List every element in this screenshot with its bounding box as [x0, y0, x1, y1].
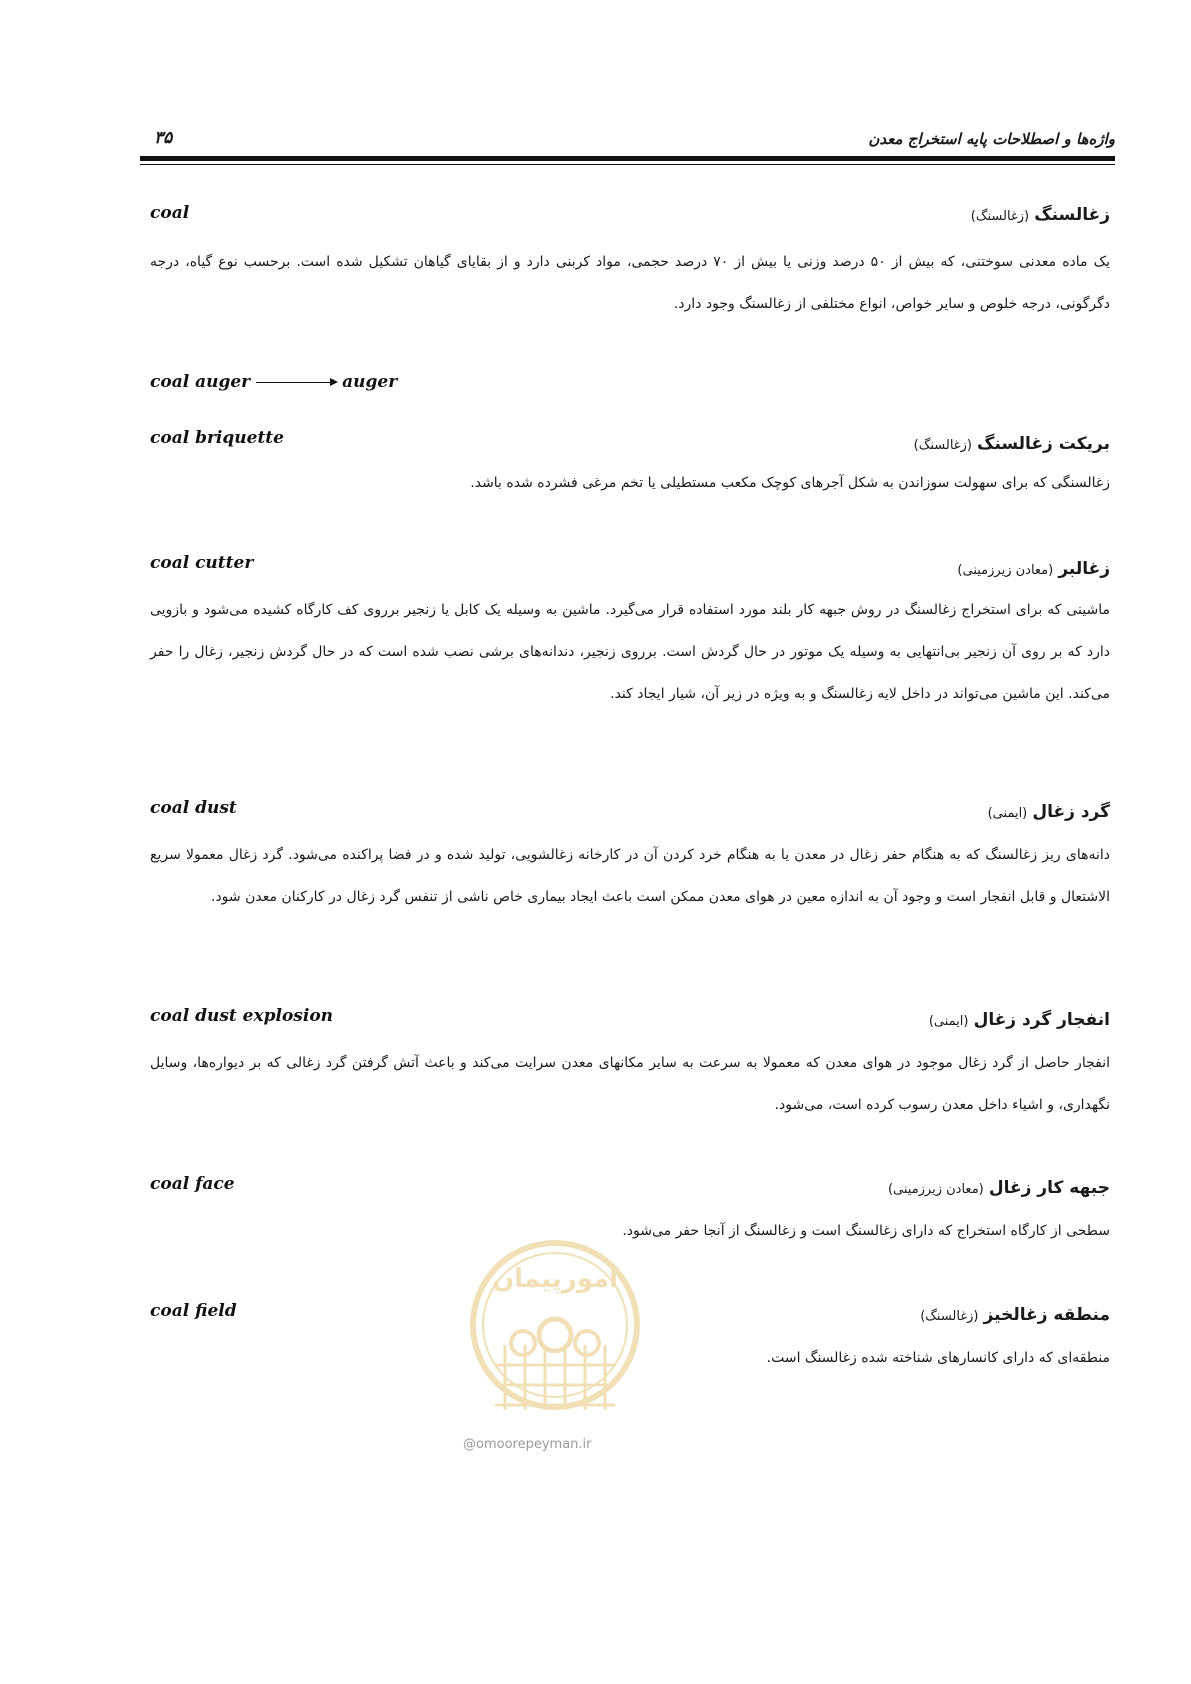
entry-definition: منطقه‌ای که دارای کانسارهای شناخته شده زغالسنگ است.	[766, 1350, 1110, 1366]
entry-definition: انفجار حاصل از گرد زغال موجود در هوای معدن که معمولا به سرعت به سایر مکانهای معدن سرایت می‌کند و باعث آتش گرفتن گرد زغالی که بر دیواره‌ها، وسایل نگهداری، و اشیاء داخل معدن رسوب کرده است، می‌شود.	[150, 1055, 1110, 1113]
entry-persian-heading	[920, 1305, 1110, 1325]
entry-persian-heading	[988, 802, 1110, 822]
watermark-seal-icon	[465, 1225, 645, 1435]
header-rule-thick	[140, 156, 1115, 161]
entry-persian-term: گرد زغال	[1032, 802, 1110, 822]
entry-persian-heading	[929, 1010, 1110, 1030]
entry-definition: ماشینی که برای استخراج زغالسنگ در روش جبهه کار بلند مورد استفاده قرار می‌گیرد. ماشین به وسیله یک کابل یا زنجیر برروی کف کارگاه کشیده می‌شود و بازویی دارد که بر روی آن زنجیر بی‌انتهایی به وسیله یک موتور در حال گردش است. برروی زنجیر، دندانه‌های برشی نصب شده است که در حال گردش زنجیر، زغال را حفر می‌کند. این ماشین می‌تواند در داخل لایه زغالسنگ و به ویژه در زیر آن، شیار ایجاد کند.	[150, 602, 1110, 702]
svg-text:امورپیمان: امورپیمان	[491, 1264, 619, 1294]
arrow-right-icon	[256, 382, 336, 383]
entry-category: (زغالسنگ)	[913, 438, 972, 453]
entry-english-term: coal briquette	[150, 428, 284, 448]
watermark-logo	[465, 1225, 645, 1450]
header-rule-thin	[140, 164, 1115, 165]
entry-english-term: coal dust	[150, 798, 237, 818]
entry-persian-heading	[957, 559, 1110, 579]
entry-persian-term: بریکت زغالسنگ	[977, 434, 1110, 454]
entry-english-term: coal	[150, 203, 190, 223]
entry-persian-heading	[914, 434, 1110, 454]
entry-english-term: coal field	[150, 1301, 237, 1321]
see-term: auger	[342, 372, 398, 392]
entry-persian-term: انفجار گرد زغال	[973, 1010, 1110, 1030]
cross-reference	[150, 372, 397, 392]
running-title: واژه‌ها و اصطلاحات پایه استخراج معدن	[868, 130, 1115, 148]
entry-definition: زغالسنگی که برای سهولت سوزاندن به شکل آجرهای کوچک مکعب مستطیلی یا تخم مرغی فشرده شده باشد.	[470, 475, 1110, 491]
entry-persian-heading	[888, 1178, 1110, 1198]
entry-persian-term: جبهه کار زغال	[988, 1178, 1110, 1198]
entry-english-term: coal dust explosion	[150, 1006, 334, 1026]
entry-category: (معادن زیرزمینی)	[957, 563, 1054, 578]
entry-english-term: coal face	[150, 1174, 235, 1194]
entry-category: (زغالسنگ)	[920, 1309, 979, 1324]
watermark-url: @omoorepeyman.ir	[463, 1437, 592, 1452]
entry-definition: دانه‌های ریز زغالسنگ که به هنگام حفر زغال در معدن یا به هنگام خرد کردن آن در کارخانه زغالشویی، تولید شده و در فضا پراکنده می‌شود. گرد زغال معمولا سریع الاشتعال و قابل انفجار است و وجود آن به اندازه معین در هوای معدن ممکن است باعث ایجاد بیماری خاص ناشی از تنفس گرد زغال در کارکنان معدن شود.	[150, 847, 1110, 905]
entry-persian-term: زغالبر	[1058, 559, 1110, 579]
entry-english-term: coal cutter	[150, 553, 254, 573]
entry-definition: سطحی از کارگاه استخراج که دارای زغالسنگ است و زغالسنگ از آنجا حفر می‌شود.	[622, 1223, 1110, 1239]
entry-category: (ایمنی)	[928, 1014, 969, 1029]
entry-persian-term: منطقه زغالخیز	[983, 1305, 1110, 1325]
entry-definition: یک ماده معدنی سوختنی، که بیش از ۵۰ درصد وزنی یا بیش از ۷۰ درصد حجمی، مواد کربنی دارد و از بقایای گیاهان تشکیل شده است. برحسب نوع گیاه، درجه دگرگونی، درجه خلوص و سایر خواص، انواع مختلفی از زغالسنگ وجود دارد.	[150, 254, 1110, 312]
entry-category: (معادن زیرزمینی)	[887, 1182, 984, 1197]
entry-english-term: coal auger	[150, 372, 251, 392]
entry-persian-heading	[971, 205, 1110, 225]
page-header	[140, 120, 1115, 170]
entry-category: (زغالسنگ)	[970, 209, 1030, 224]
entry-category: (ایمنی)	[987, 806, 1028, 821]
page-number: ۳۵	[154, 128, 173, 148]
entry-persian-term: زغالسنگ	[1034, 205, 1110, 225]
